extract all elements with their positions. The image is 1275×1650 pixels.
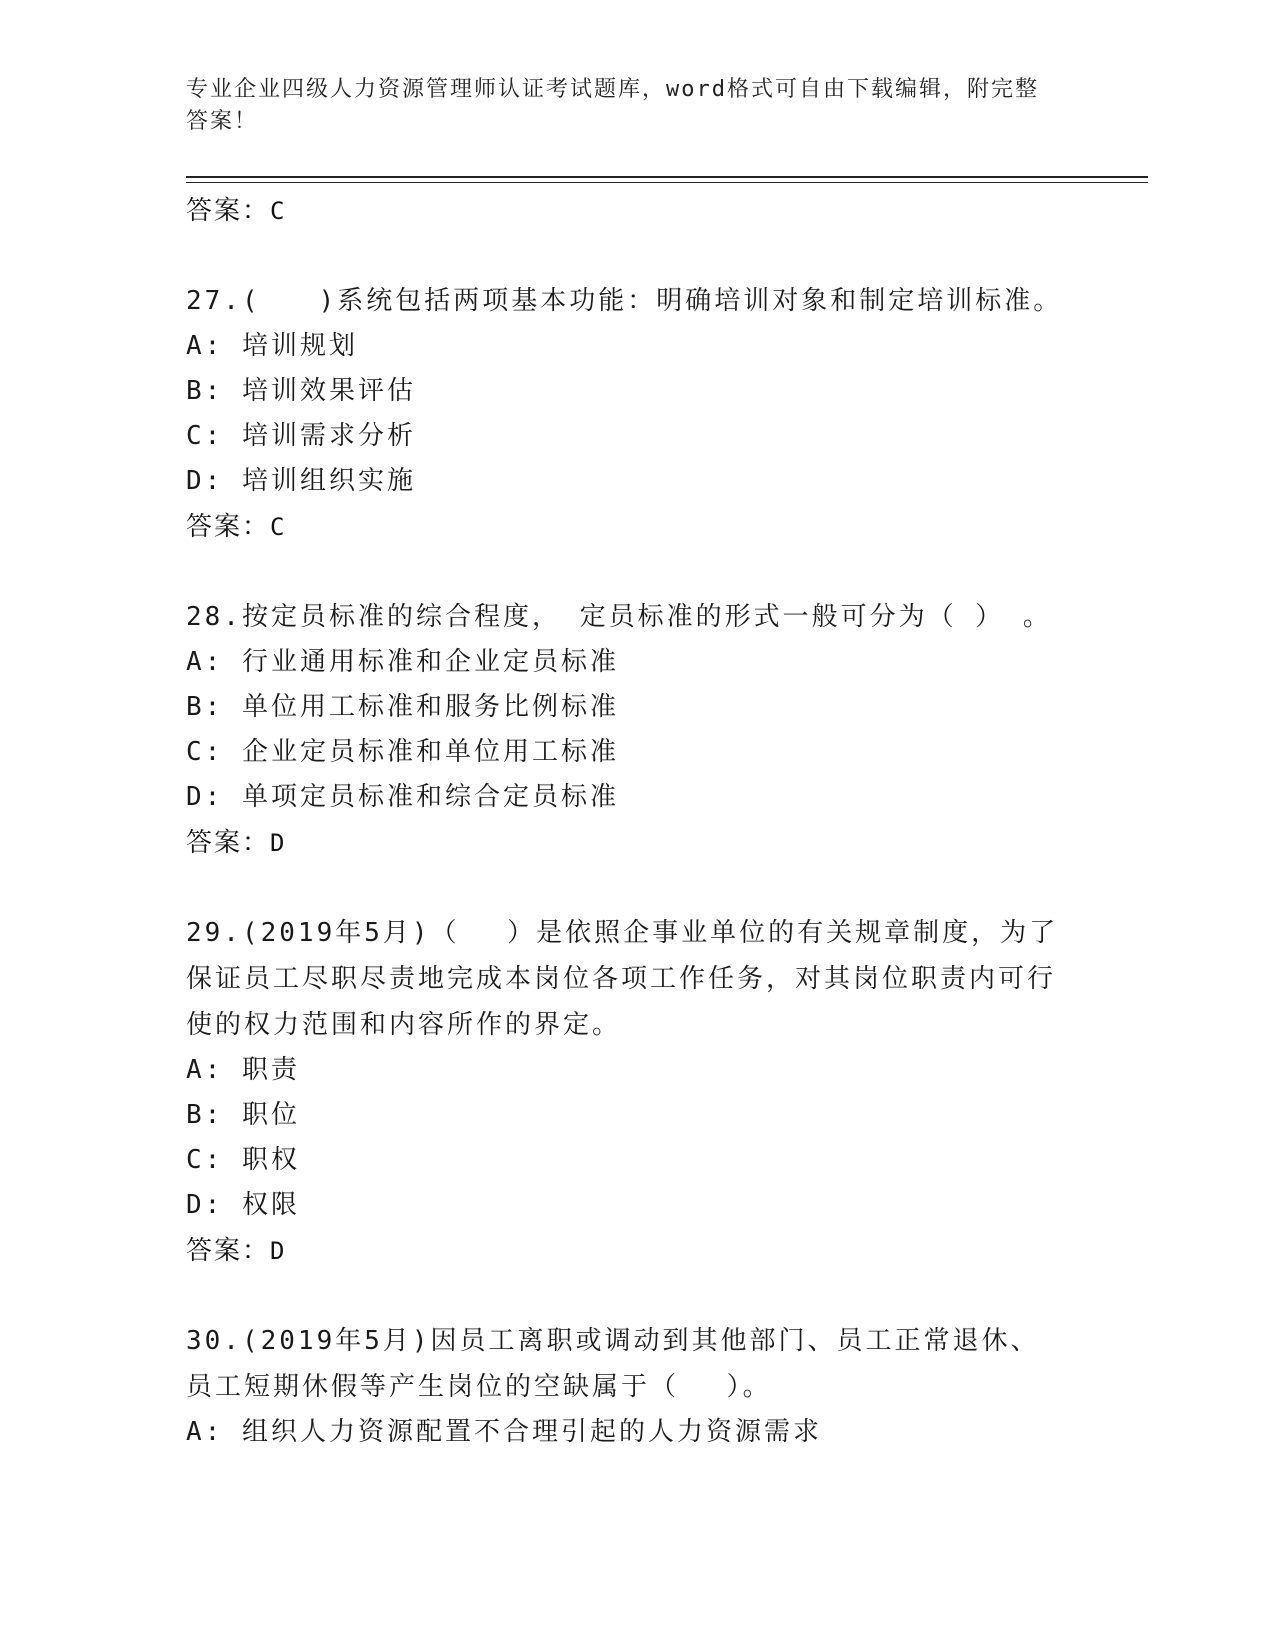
question-list	[186, 188, 1086, 1455]
option-d: D: 单项定员标准和综合定员标准	[186, 782, 619, 812]
answer-value: D	[270, 829, 287, 857]
option-d: D: 培训组织实施	[186, 466, 416, 496]
option-d: D: 权限	[186, 1190, 300, 1220]
answer-line	[186, 820, 1086, 866]
page-header	[186, 74, 1066, 138]
question-block	[186, 910, 1086, 1274]
question-text: 27.( )系统包括两项基本功能：明确培训对象和制定培训标准。	[186, 286, 1063, 316]
option-c: C: 培训需求分析	[186, 421, 416, 451]
option-b: B: 职位	[186, 1100, 300, 1130]
option-c: C: 企业定员标准和单位用工标准	[186, 737, 619, 767]
answer-label: 答案：	[186, 512, 271, 542]
question-block	[186, 1318, 1086, 1455]
answer-line	[186, 1228, 1086, 1274]
answer-label: 答案：	[186, 828, 271, 858]
answer-value: C	[270, 513, 287, 541]
answer-value: C	[270, 197, 287, 225]
question-text: 29.(2019年5月)（ ）是依照企事业单位的有关规章制度，为了保证员工尽职尽责地完成本岗位各项工作任务，对其岗位职责内可行使的权力范围和内容所作的界定。	[186, 918, 1059, 1040]
question-block	[186, 278, 1086, 550]
option-b: B: 培训效果评估	[186, 376, 416, 406]
answer-label: 答案：	[186, 1236, 271, 1266]
answer-line	[186, 188, 1086, 234]
question-block	[186, 594, 1086, 866]
question-text: 30.(2019年5月)因员工离职或调动到其他部门、员工正常退休、员工短期休假等产生岗位的空缺属于（ ）。	[186, 1326, 1040, 1402]
answer-line	[186, 504, 1086, 550]
question-text: 28.按定员标准的综合程度， 定员标准的形式一般可分为（ ） 。	[186, 602, 1052, 632]
option-a: A: 行业通用标准和企业定员标准	[186, 647, 619, 677]
answer-label: 答案：	[186, 196, 271, 226]
answer-value: D	[270, 1237, 287, 1265]
option-b: B: 单位用工标准和服务比例标准	[186, 692, 619, 722]
header-divider-thin	[186, 182, 1148, 183]
option-c: C: 职权	[186, 1145, 300, 1175]
option-a: A: 职责	[186, 1055, 300, 1085]
header-divider-thick	[186, 176, 1148, 178]
option-a: A: 组织人力资源配置不合理引起的人力资源需求	[186, 1417, 822, 1447]
header-line-1: 专业企业四级人力资源管理师认证考试题库，word格式可自由下载编辑，附完整	[186, 77, 1039, 102]
option-a: A: 培训规划	[186, 331, 358, 361]
header-line-2: 答案！	[186, 109, 259, 134]
